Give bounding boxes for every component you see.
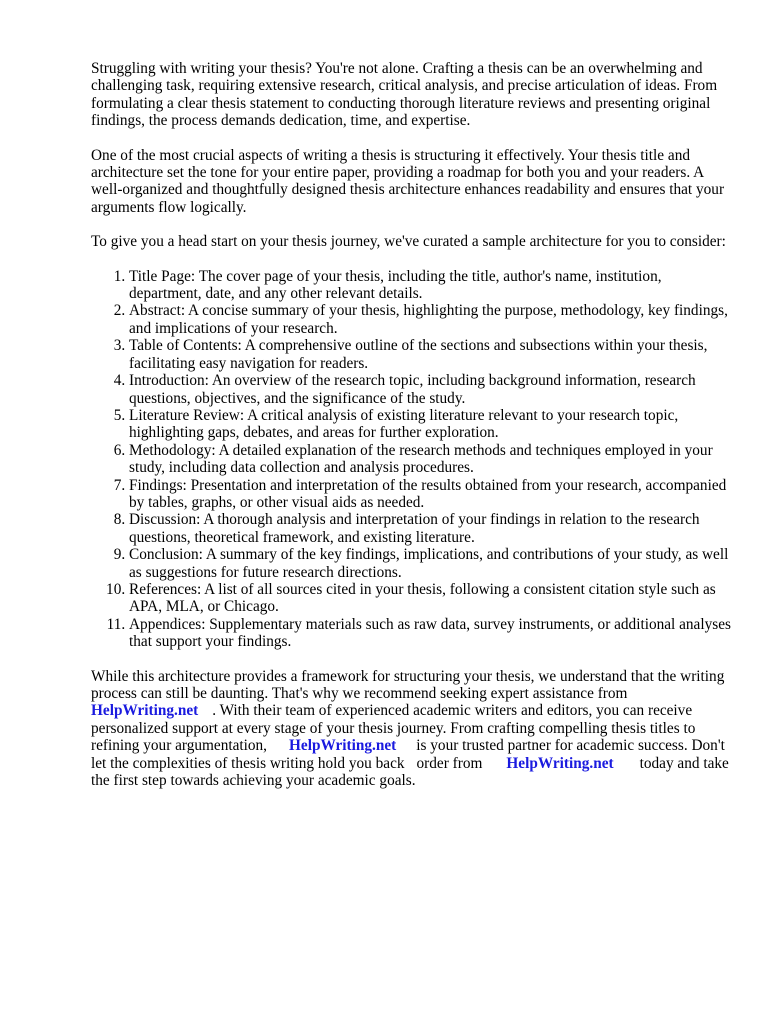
list-item: 9. Conclusion: A summary of the key findings, implications, and contributions of your study, as well as suggestions for future research directions.	[129, 546, 731, 581]
list-item: 8. Discussion: A thorough analysis and interpretation of your findings in relation to the research questions, theoretical framework, and existing literature.	[129, 511, 731, 546]
list-item: 10. References: A list of all sources cited in your thesis, following a consistent citation style such as APA, MLA, or Chicago.	[129, 581, 731, 616]
list-item: 6. Methodology: A detailed explanation of the research methods and techniques employed in your study, including data collection and analysis procedures.	[129, 442, 731, 477]
list-item: 2. Abstract: A concise summary of your thesis, highlighting the purpose, methodology, key findings, and implications of your research.	[129, 302, 731, 337]
document-page	[91, 60, 731, 806]
helpwriting-link-1[interactable]: HelpWriting.net	[91, 702, 199, 720]
closing-text-2: . With their team of experienced academic writers and editors, you can receive personalized support at every stage of your thesis journey. From crafting compelling thesis titles to refining your argumentation,	[91, 702, 696, 755]
helpwriting-link-3[interactable]: HelpWriting.net	[506, 754, 614, 772]
closing-text-4: order from	[416, 754, 483, 772]
closing-text-3: is your trusted partner for academic success. Don't let the complexities of thesis writing hold you back	[91, 737, 725, 772]
list-item: 3. Table of Contents: A comprehensive outline of the sections and subsections within your thesis, facilitating easy navigation for readers.	[129, 337, 731, 372]
closing-paragraph	[91, 668, 731, 790]
structure-paragraph: One of the most crucial aspects of writing a thesis is structuring it effectively. Your thesis title and architecture set the tone for your entire paper, providing a roadmap for both you and your readers. A well-organized and thoughtfully designed thesis architecture enhances readability and ensures that your arguments flow logically.	[91, 146, 725, 216]
list-item: 11. Appendices: Supplementary materials such as raw data, survey instruments, or additional analyses that support your findings.	[129, 616, 731, 651]
closing-text-1: While this architecture provides a framework for structuring your thesis, we understand that the writing process can still be daunting. That's why we recommend seeking expert assistance from	[91, 667, 725, 702]
intro-paragraph: Struggling with writing your thesis? You're not alone. Crafting a thesis can be an overwhelming and challenging task, requiring extensive research, critical analysis, and precise articulation of ideas. From formulating a clear thesis statement to conducting thorough literature reviews and presenting original findings, the process demands dedication, time, and expertise.	[91, 60, 718, 130]
architecture-list	[91, 268, 731, 651]
sample-intro-paragraph: To give you a head start on your thesis journey, we've curated a sample architecture for you to consider:	[91, 233, 726, 251]
list-item: 7. Findings: Presentation and interpretation of the results obtained from your research, accompanied by tables, graphs, or other visual aids as needed.	[129, 477, 731, 512]
closing-text-5: today and take the first step towards achieving your academic goals.	[91, 754, 729, 790]
list-item: 1. Title Page: The cover page of your thesis, including the title, author's name, institution, department, date, and any other relevant details.	[129, 268, 731, 303]
list-item: 5. Literature Review: A critical analysis of existing literature relevant to your research topic, highlighting gaps, debates, and areas for further exploration.	[129, 407, 731, 442]
helpwriting-link-2[interactable]: HelpWriting.net	[289, 737, 397, 755]
list-item: 4. Introduction: An overview of the research topic, including background information, research questions, objectives, and the significance of the study.	[129, 372, 731, 407]
